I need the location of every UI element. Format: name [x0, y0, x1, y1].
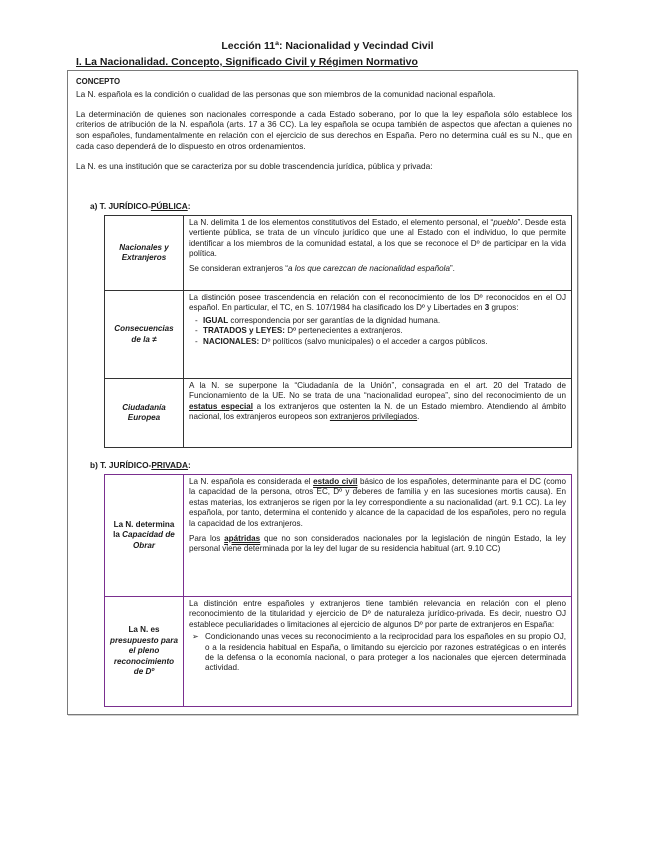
row-label: Consecuencias de la ≠ [105, 291, 184, 379]
row-label: Ciudadanía Europea [105, 379, 184, 448]
table-row [105, 475, 572, 597]
row-label: La N. es presupuesto para el pleno reconocimiento de Dº [105, 597, 184, 707]
rights-list [189, 316, 566, 347]
row-label: La N. determina la Capacidad de Obrar [105, 475, 184, 597]
list-item: ➢ Condicionando unas veces su reconocimiento a la reciprocidad para los españoles en su propio OJ, o a la residencia habitual en España, o limitando su ejercicio por razones estratégicas o en interés de la defensa o la economía nacional, o para proteger a los nacionales que ejercen determinada actividad. [205, 632, 566, 674]
concepto-block [76, 77, 572, 172]
publico-table [104, 215, 572, 448]
row-content: La distinción posee trascendencia en relación con el reconocimiento de los Dº reconocidos en el OJ español. En particular, el TC, en S. 107/1984 ha clasificado los Dº y Libertades en 3 grupos: - IGUAL correspondencia por ser garantías de la dignidad humana. - TRATADOS y LEYES: Dº pertenecientes a extranjeros. - NACIONALES: Dº políticos (salvo municipales) o el acceder a cargos públicos. [184, 291, 572, 379]
list-item: - NACIONALES: Dº políticos (salvo municipales) o el acceder a cargos públicos. [203, 337, 566, 347]
concepto-heading: CONCEPTO [76, 77, 121, 86]
table-row [105, 291, 572, 379]
page-title: Lección 11ª: Nacionalidad y Vecindad Civil [221, 40, 434, 52]
publico-heading: a) T. JURÍDICO-PÚBLICA: [90, 201, 191, 211]
row-content: La N. española es considerada el estado civil básico de los españoles, determinante para el DC (como la capacidad de la persona, otros EC, Dº y deberes de familia y en las sucesiones mortis causa). En estas materias, los extranjeros se rigen por la ley correspondiente a su nacionalidad (art. 9.1 CC). La ley española, por tanto, determina el contenido y alcance de la capacidad de los españoles, pero no regula la capacidad de los extranjeros. Para los apátridas que no son considerados nacionales por la legislación de ningún Estado, la ley personal viene determinada por la ley del lugar de su residencia habitual (art. 9.10 CC) [184, 475, 572, 597]
concepto-paragraph-3: La N. es una institución que se caracteriza por su doble trascendencia jurídica, pública y privada: [76, 160, 433, 171]
list-item: - TRATADOS y LEYES: Dº pertenecientes a extranjeros. [203, 326, 566, 336]
row-content: A la N. se superpone la “Ciudadanía de la Unión”, consagrada en el art. 20 del Tratado de Funcionamiento de la UE. No se trata de una “nacionalidad europea”, sino del reconocimiento de un estatus especial a los extranjeros que ostenten la N. de un Estado miembro. Atendiendo al ámbito nacional, los extranjeros europeos son extranjeros privilegiados. [184, 379, 572, 448]
table-row [105, 379, 572, 448]
table-row [105, 597, 572, 707]
table-row [105, 216, 572, 291]
concepto-paragraph-2: La determinación de quienes son nacionales corresponde a cada Estado soberano, por lo que la ley española sólo establece los criterios de atribución de la N. española (arts. 17 a 36 CC). La ley española se ocupa también de aspectos que afectan a quienes no son españoles, fundamentalmente en relación con el ejercicio de sus derechos en España. Pero no determina cuál es su N., que en cada caso dependerá de lo dispuesto en otros ordenamientos. [76, 108, 572, 151]
row-content: La N. delimita 1 de los elementos constitutivos del Estado, el elemento personal, el “pueblo”. Desde esta vertiente pública, se trata de un vínculo jurídico que une al Estado con el individuo, lo que permite identificar a los miembros de la comunidad estatal, a los que se reconoce el Dº de participar en la vida política. Se consideran extranjeros “a los que carezcan de nacionalidad española”. [184, 216, 572, 291]
row-content: La distinción entre españoles y extranjeros tiene también relevancia en relación con el pleno reconocimiento de la titularidad y ejercicio de Dº de naturaleza jurídico-privada. Es decir, nuestro OJ establece peculiaridades o limitaciones al ejercicio de algunos Dº por parte de extranjeros en España: ➢ Condicionando unas veces su reconocimiento a la reciprocidad para los españoles en su propio OJ, o a la residencia habitual en España, o limitando su ejercicio por razones estratégicas o en interés de la defensa o la economía nacional, o para proteger a los nacionales que ejercen determinada actividad. [184, 597, 572, 707]
list-item: - IGUAL correspondencia por ser garantías de la dignidad humana. [203, 316, 566, 326]
privado-table [104, 474, 572, 707]
concepto-paragraph-1: La N. española es la condición o cualidad de las personas que son miembros de la comunidad nacional española. [76, 88, 496, 99]
section-title: I. La Nacionalidad. Concepto, Significado Civil y Régimen Normativo [76, 56, 418, 68]
row-label: Nacionales y Extranjeros [105, 216, 184, 291]
privado-heading: b) T. JURÍDICO-PRIVADA: [90, 460, 191, 470]
limitations-list [189, 632, 566, 674]
